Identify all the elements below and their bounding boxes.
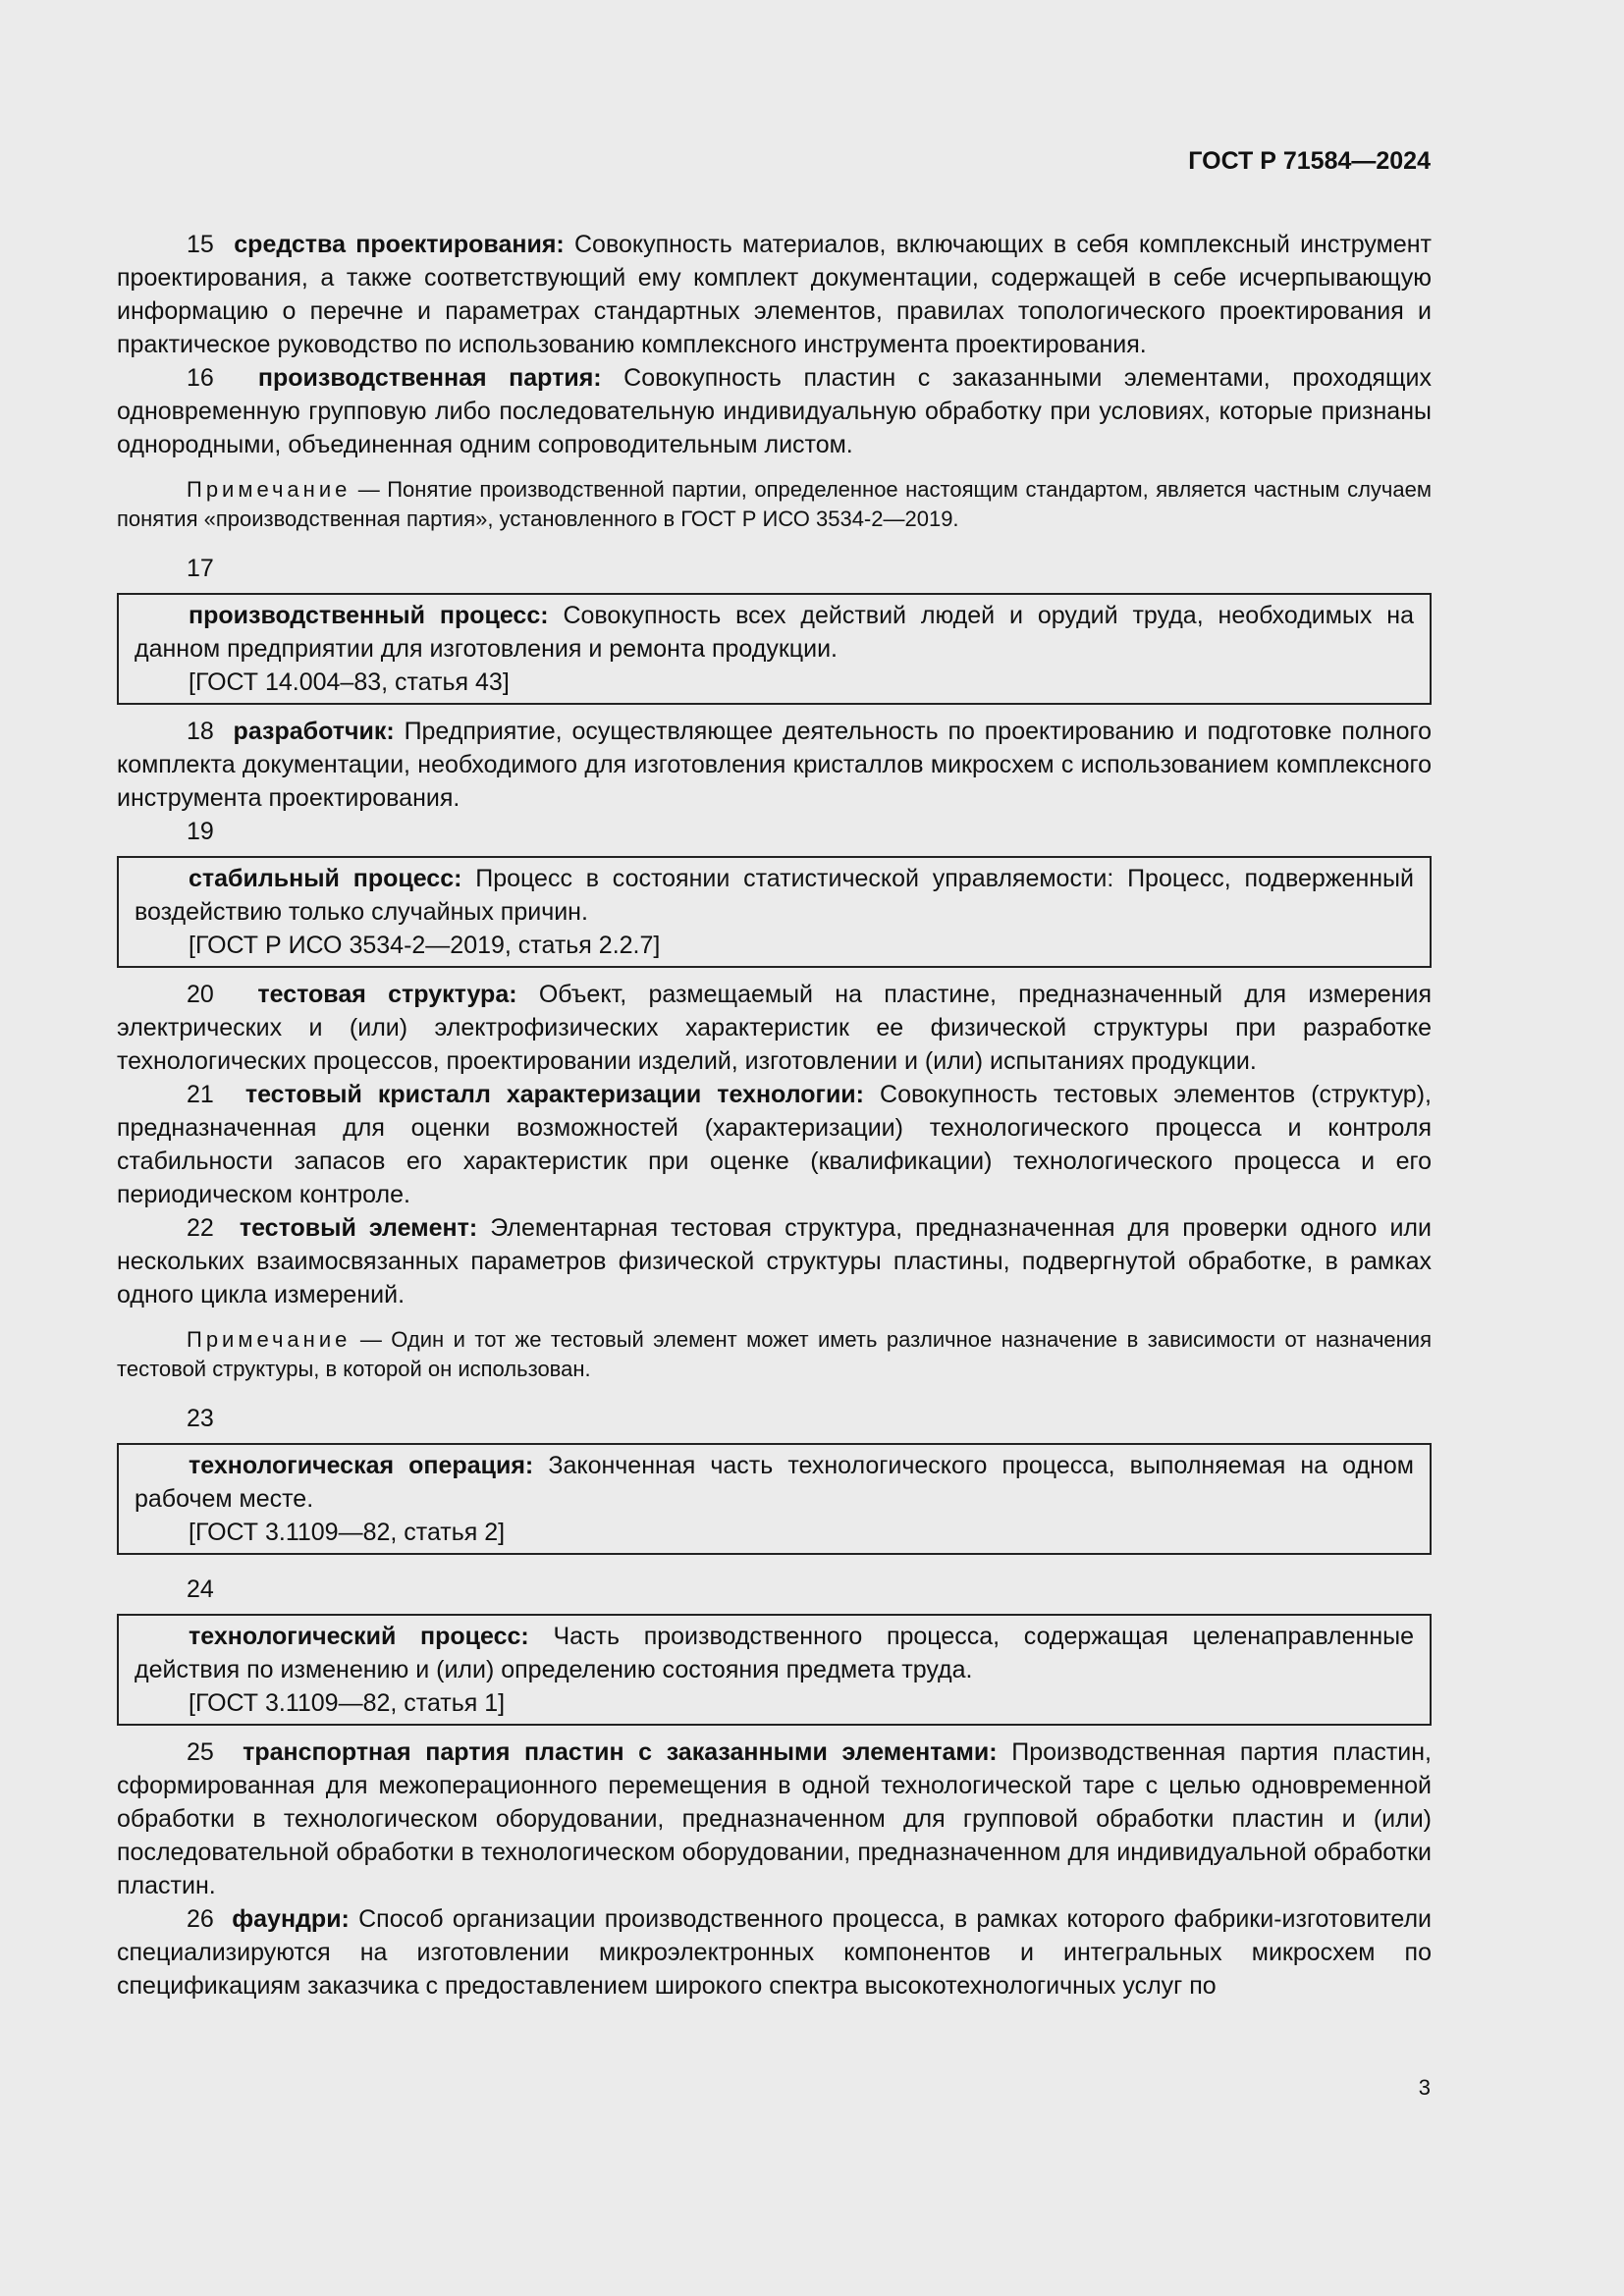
term-name: тестовая структура:: [257, 981, 517, 1008]
term-reference: [ГОСТ 3.1109—82, статья 2]: [189, 1519, 506, 1546]
term-reference: [ГОСТ 14.004–83, статья 43]: [189, 668, 510, 696]
term-entry-23: [135, 1449, 1414, 1516]
document-id: ГОСТ Р 71584—2024: [1188, 147, 1431, 175]
term-number: 25: [187, 1738, 214, 1766]
term-name: производственный процесс:: [189, 602, 549, 629]
term-entry-18: [117, 715, 1432, 815]
term-name: производственная партия:: [257, 364, 602, 392]
term-entry-15: [117, 228, 1432, 361]
term-definition: Способ организации производственного процесса, в рамках которого фабрики-изготовители специализируются на изготовлении микроэлектронных компонентов и интегральных микросхем по спецификациям заказчика с предоставлением широкого спектра высокотехнологичных услуг по: [117, 1905, 1432, 2000]
term-definition: Элементарная тестовая структура, предназначенная для проверки одного или нескольких взаимосвязанных параметров физической структуры пластины, подвергнутой обработке, в рамках одного цикла измерений.: [117, 1214, 1432, 1308]
term-entry-22: [117, 1211, 1432, 1311]
term-entry-24: [135, 1620, 1414, 1686]
term-number: 18: [187, 718, 214, 745]
term-definition: Производственная партия пластин, сформированная для межоперационного перемещения в одной технологической таре с целью одновременной обработки в технологическом оборудовании, предназначенном для групповой обработки пластин и (или) последовательной обработки в технологическом оборудовании, предназначенном для индивидуальной обработки пластин.: [117, 1738, 1432, 1899]
term-box-19: [117, 856, 1432, 968]
term-definition: Совокупность пластин с заказанными элементами, проходящих одновременную групповую либо последовательную индивидуальную обработку при условиях, которые признаны однородными, объединенная одним сопроводительным листом.: [117, 364, 1432, 458]
note-text: — Один и тот же тестовый элемент может иметь различное назначение в зависимости от назначения тестовой структуры, в которой он использован.: [117, 1327, 1432, 1381]
term-name: тестовый элемент:: [239, 1214, 478, 1242]
term-name: разработчик:: [233, 718, 395, 745]
term-box-23: [117, 1443, 1432, 1555]
term-entry-26: [117, 1902, 1432, 2002]
term-name: технологический процесс:: [189, 1623, 529, 1650]
term-reference: [ГОСТ 3.1109—82, статья 1]: [189, 1689, 506, 1717]
term-number: 22: [187, 1214, 214, 1242]
note-text: — Понятие производственной партии, определенное настоящим стандартом, является частным случаем понятия «производственная партия», установленного в ГОСТ Р ИСО 3534-2—2019.: [117, 477, 1432, 531]
term-number-24: 24: [187, 1575, 214, 1603]
term-number: 16: [187, 364, 214, 392]
term-definition: Совокупность всех действий людей и орудий труда, необходимых на данном предприятии для изготовления и ремонта продукции.: [135, 602, 1414, 663]
term-name: стабильный процесс:: [189, 865, 462, 892]
term-entry-17: [135, 599, 1414, 666]
term-number: 15: [187, 231, 214, 258]
term-box-17: [117, 593, 1432, 705]
term-name: фаундри:: [232, 1905, 350, 1933]
term-box-24: [117, 1614, 1432, 1726]
note-16: [117, 475, 1432, 534]
term-definition: Часть производственного процесса, содержащая целенаправленные действия по изменению и (или) определению состояния предмета труда.: [135, 1623, 1415, 1683]
term-entry-19: [135, 862, 1414, 929]
term-number-19: 19: [187, 818, 214, 845]
term-number: 26: [187, 1905, 214, 1933]
term-definition: Совокупность материалов, включающих в себя комплексный инструмент проектирования, а также соответствующий ему комплект документации, содержащей в себе исчерпывающую информацию о перечне и параметрах стандартных элементов, правилах топологического проектирования и практическое руководство по использованию комплексного инструмента проектирования.: [117, 231, 1432, 358]
term-name: средства проектирования:: [234, 231, 565, 258]
term-definition: Процесс в состоянии статистической управляемости: Процесс, подверженный воздействию только случайных причин.: [135, 865, 1414, 926]
term-entry-16: [117, 361, 1432, 461]
term-number-23: 23: [187, 1405, 214, 1432]
note-label: Примечание: [187, 1327, 352, 1352]
term-name: тестовый кристалл характеризации технологии:: [244, 1081, 865, 1108]
term-name: технологическая операция:: [189, 1452, 534, 1479]
term-reference: [ГОСТ Р ИСО 3534-2—2019, статья 2.2.7]: [189, 932, 661, 959]
term-number-17: 17: [187, 555, 214, 582]
term-entry-25: [117, 1735, 1432, 1902]
term-name: транспортная партия пластин с заказанными элементами:: [243, 1738, 998, 1766]
term-definition: Предприятие, осуществляющее деятельность по проектированию и подготовке полного комплекта документации, необходимого для изготовления кристаллов микросхем с использованием комплексного инструмента проектирования.: [117, 718, 1432, 812]
note-22: [117, 1325, 1432, 1384]
term-definition: Законченная часть технологического процесса, выполняемая на одном рабочем месте.: [135, 1452, 1414, 1513]
term-number: 21: [187, 1081, 214, 1108]
term-entry-21: [117, 1078, 1432, 1211]
term-number: 20: [187, 981, 214, 1008]
term-entry-20: [117, 978, 1432, 1078]
terms-section: [117, 228, 1432, 2002]
term-definition: Объект, размещаемый на пластине, предназначенный для измерения электрических и (или) электрофизических характеристик ее физической структуры при разработке технологических процессов, проектировании изделий, изготовлении и (или) испытаниях продукции.: [117, 981, 1433, 1075]
term-definition: Совокупность тестовых элементов (структур), предназначенная для оценки возможностей (характеризации) технологического процесса и контроля стабильности запасов его характеристик при оценке (квалификации) технологического процесса и его периодическом контроле.: [117, 1081, 1432, 1208]
page-number: 3: [1418, 2075, 1431, 2100]
note-label: Примечание: [187, 477, 352, 502]
